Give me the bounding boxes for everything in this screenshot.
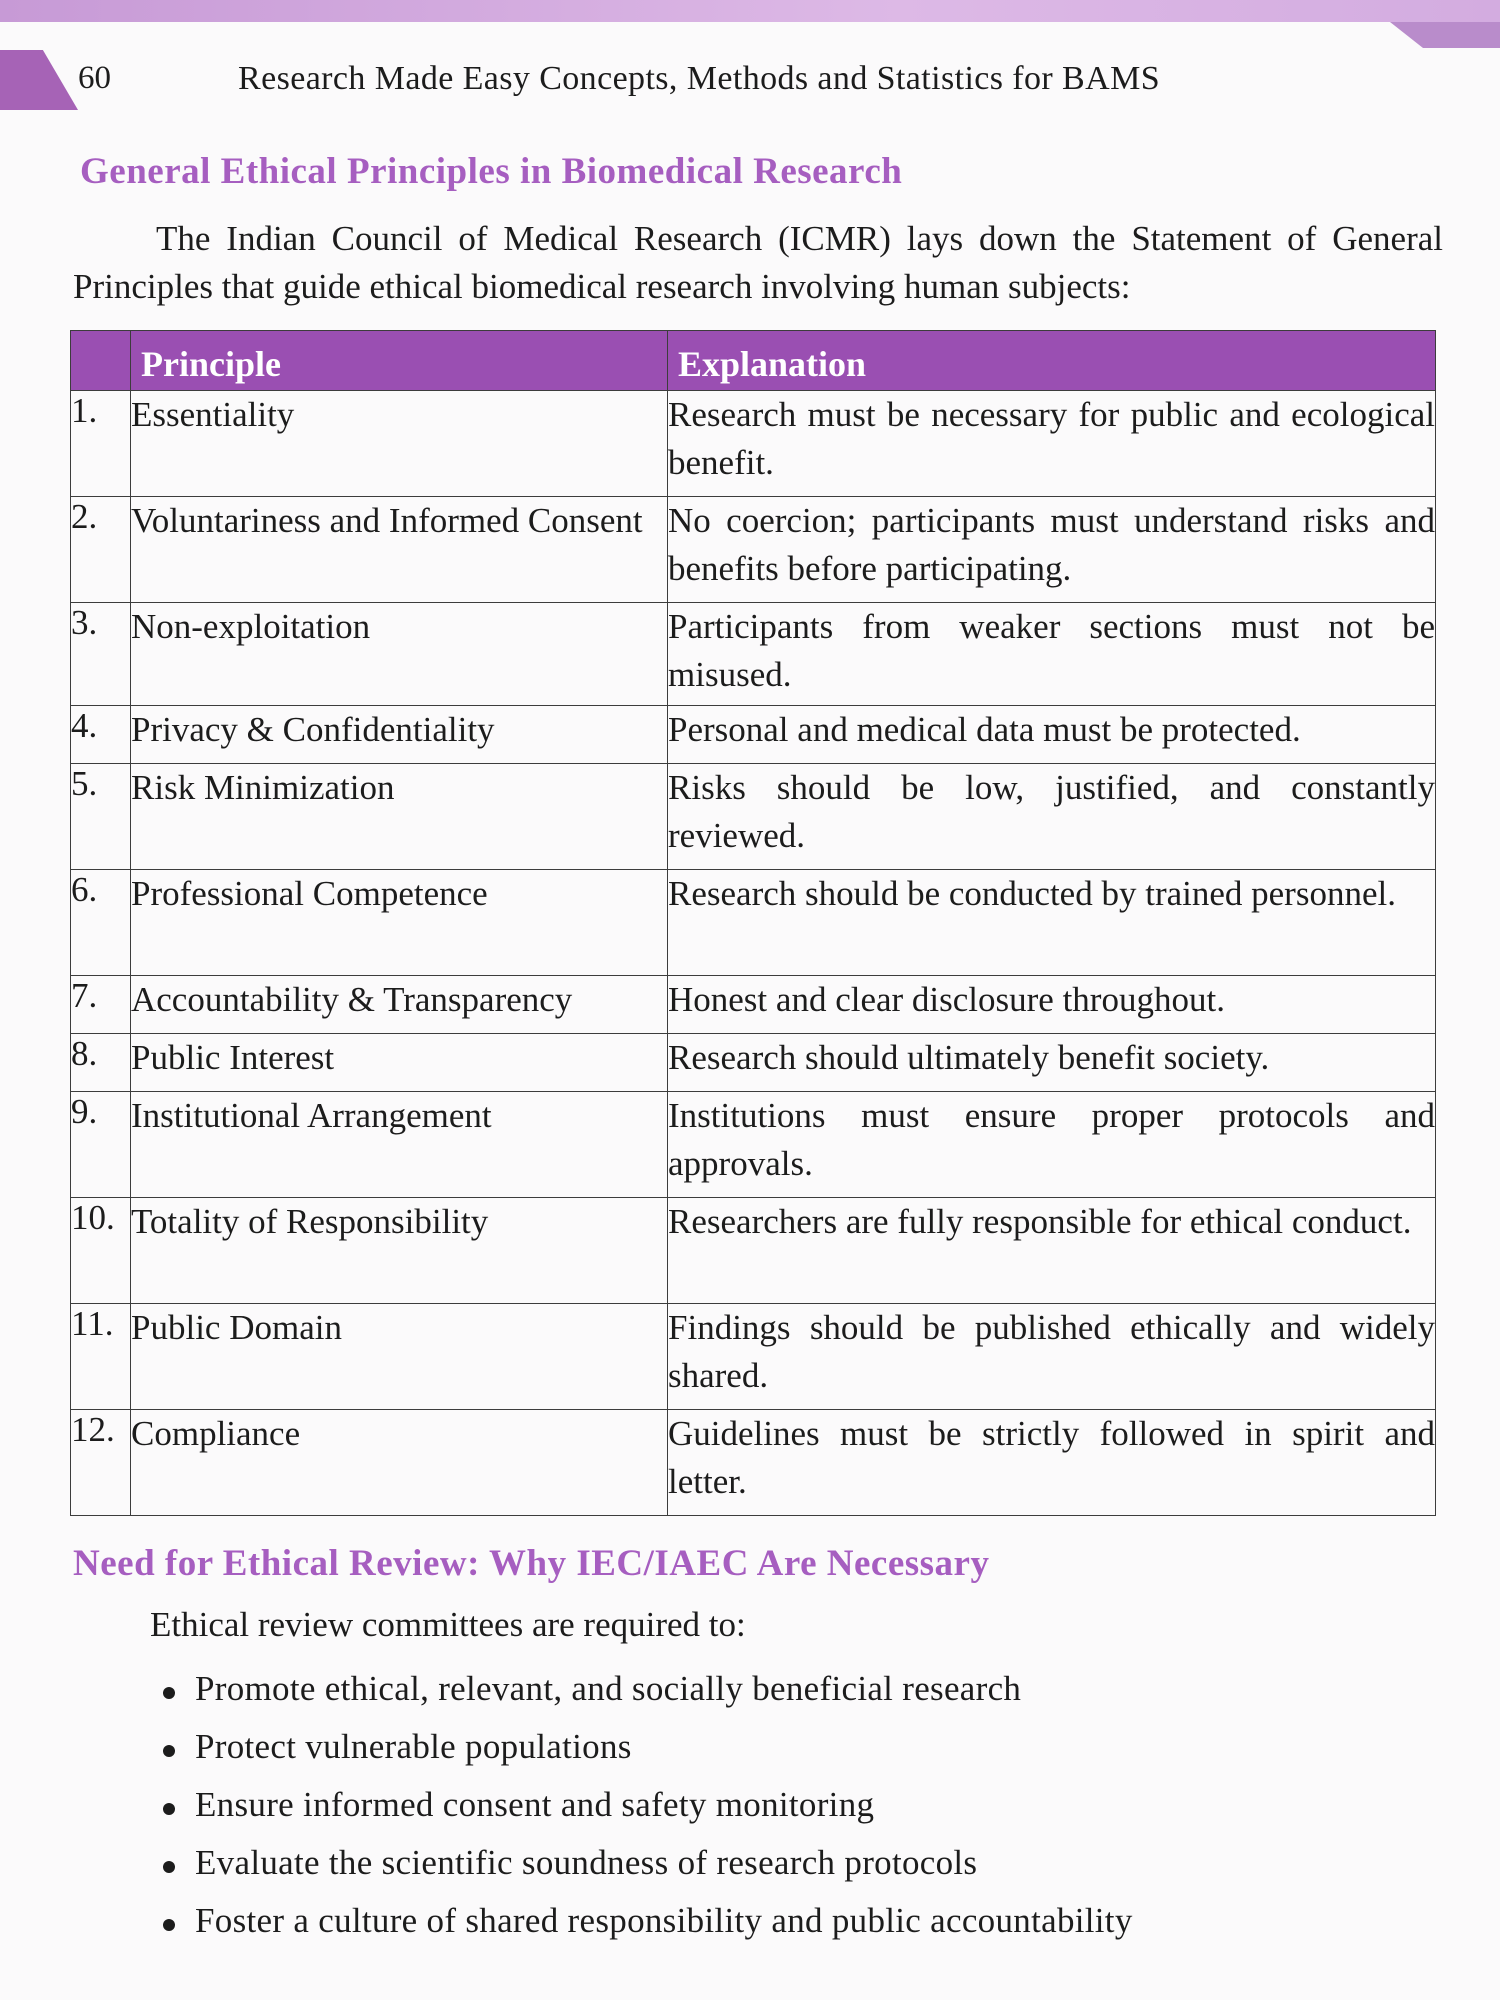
list-item: Promote ethical, relevant, and socially beneficial research <box>160 1660 1133 1718</box>
review-lead-text: Ethical review committees are required to: <box>150 1605 746 1644</box>
row-principle: Compliance <box>131 1410 668 1516</box>
table-row <box>71 764 1436 870</box>
section-heading-ethical-principles: General Ethical Principles in Biomedical Research <box>80 151 903 192</box>
list-item: Protect vulnerable populations <box>160 1718 1133 1776</box>
row-number: 2. <box>71 497 131 603</box>
page-corner-tab <box>0 50 78 110</box>
header-number-cell <box>71 331 131 391</box>
row-explanation: Research should be conducted by trained personnel. <box>668 870 1436 976</box>
principles-table <box>70 330 1436 1516</box>
list-item: Foster a culture of shared responsibility and public accountability <box>160 1892 1133 1950</box>
row-explanation: Researchers are fully responsible for ethical conduct. <box>668 1198 1436 1304</box>
table-row <box>71 870 1436 976</box>
list-item: Ensure informed consent and safety monitoring <box>160 1776 1133 1834</box>
row-principle: Totality of Responsibility <box>131 1198 668 1304</box>
row-principle: Professional Competence <box>131 870 668 976</box>
table-row <box>71 706 1436 764</box>
row-principle: Voluntariness and Informed Consent <box>131 497 668 603</box>
table-header-row <box>71 331 1436 391</box>
row-number: 4. <box>71 706 131 764</box>
row-principle: Public Domain <box>131 1304 668 1410</box>
section-heading-ethical-review: Need for Ethical Review: Why IEC/IAEC Are Necessary <box>73 1543 990 1584</box>
table-row <box>71 1410 1436 1516</box>
row-number: 11. <box>71 1304 131 1410</box>
row-explanation: Research should ultimately benefit society. <box>668 1034 1436 1092</box>
row-number: 7. <box>71 976 131 1034</box>
top-right-decoration <box>1390 22 1500 48</box>
row-principle: Essentiality <box>131 391 668 497</box>
row-explanation: Personal and medical data must be protected. <box>668 706 1436 764</box>
row-principle: Public Interest <box>131 1034 668 1092</box>
row-principle: Risk Minimization <box>131 764 668 870</box>
row-explanation: Honest and clear disclosure throughout. <box>668 976 1436 1034</box>
row-number: 6. <box>71 870 131 976</box>
header-principle: Principle <box>131 331 668 391</box>
row-principle: Accountability & Transparency <box>131 976 668 1034</box>
row-number: 5. <box>71 764 131 870</box>
list-item: Evaluate the scientific soundness of research protocols <box>160 1834 1133 1892</box>
table-row <box>71 1198 1436 1304</box>
row-explanation: Research must be necessary for public and ecological benefit. <box>668 391 1436 497</box>
table-row <box>71 497 1436 603</box>
table-row <box>71 1034 1436 1092</box>
row-number: 8. <box>71 1034 131 1092</box>
table-row <box>71 1304 1436 1410</box>
row-explanation: Findings should be published ethically and widely shared. <box>668 1304 1436 1410</box>
row-explanation: Participants from weaker sections must not be misused. <box>668 603 1436 706</box>
row-number: 9. <box>71 1092 131 1198</box>
header-explanation: Explanation <box>668 331 1436 391</box>
table-row <box>71 976 1436 1034</box>
row-principle: Institutional Arrangement <box>131 1092 668 1198</box>
table-row <box>71 1092 1436 1198</box>
page-number: 60 <box>78 60 111 96</box>
bullet-list <box>160 1660 1133 1950</box>
intro-paragraph: The Indian Council of Medical Research (ICMR) lays down the Statement of General Principles that guide ethical biomedical research involving human subjects: <box>73 219 1443 306</box>
row-principle: Privacy & Confidentiality <box>131 706 668 764</box>
row-explanation: Guidelines must be strictly followed in spirit and letter. <box>668 1410 1436 1516</box>
row-explanation: No coercion; participants must understand risks and benefits before participating. <box>668 497 1436 603</box>
row-number: 1. <box>71 391 131 497</box>
row-explanation: Institutions must ensure proper protocols and approvals. <box>668 1092 1436 1198</box>
row-principle: Non-exploitation <box>131 603 668 706</box>
row-explanation: Risks should be low, justified, and constantly reviewed. <box>668 764 1436 870</box>
top-decorative-band <box>0 0 1500 22</box>
table-row <box>71 391 1436 497</box>
row-number: 12. <box>71 1410 131 1516</box>
table-row <box>71 603 1436 706</box>
row-number: 3. <box>71 603 131 706</box>
running-head: Research Made Easy Concepts, Methods and Statistics for BAMS <box>238 60 1161 97</box>
row-number: 10. <box>71 1198 131 1304</box>
